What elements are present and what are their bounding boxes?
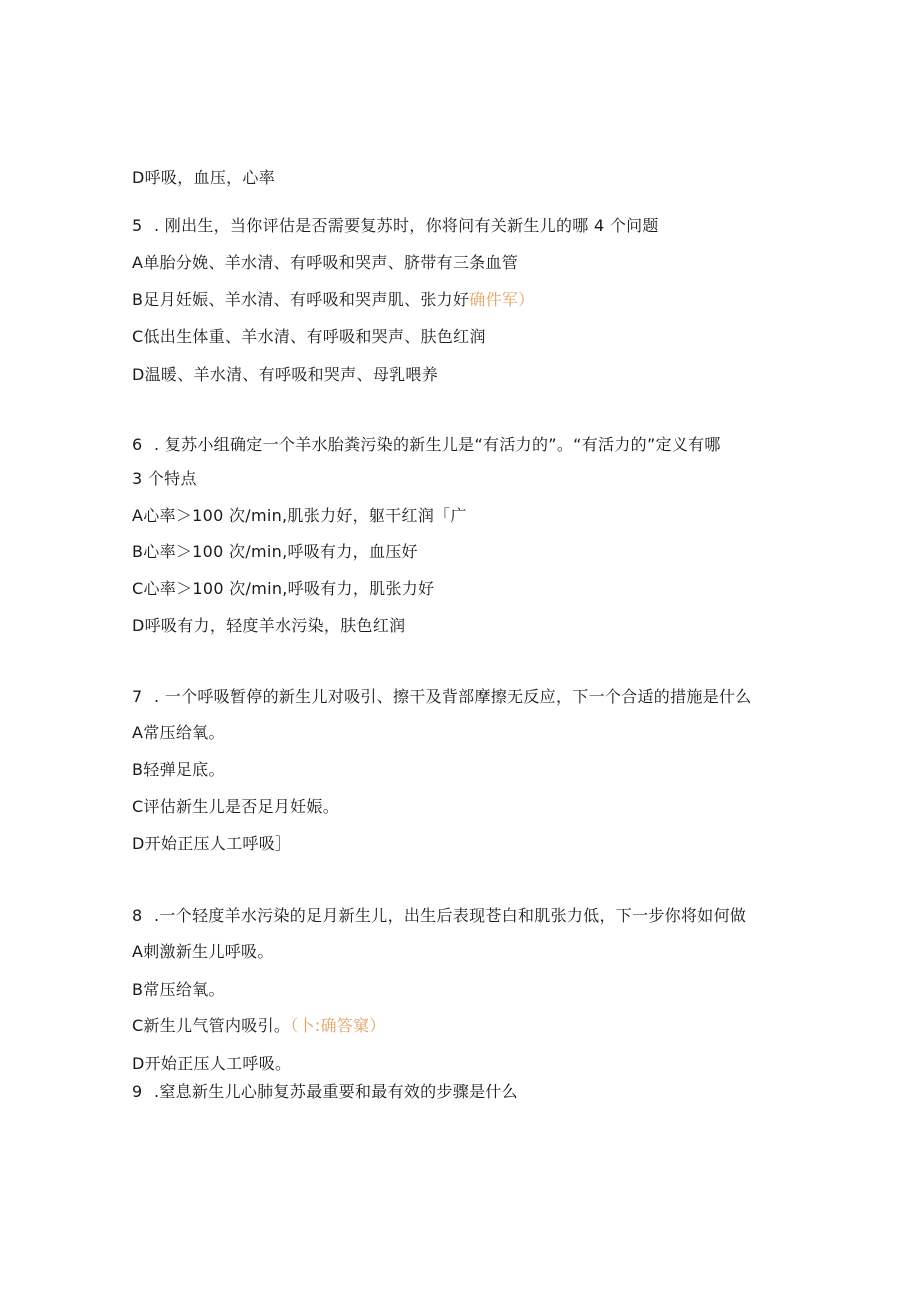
q4-option-d: D呼吸，血压，心率 (132, 168, 276, 187)
q8-option-c-text: C新生儿气管内吸引。 (132, 1016, 291, 1035)
q7-stem (132, 687, 752, 707)
q7-option-b: B轻弹足底。 (132, 760, 225, 779)
q7-number: 7 (132, 687, 143, 706)
q7-option-d: D开始正压人工呼吸］ (132, 834, 292, 853)
q5-option-c: C低出生体重、羊水清、有呼吸和哭声、肤色红润 (132, 327, 486, 346)
q9-stem (132, 1082, 518, 1102)
q5-option-b-text: B足月妊娠、羊水清、有呼吸和哭声肌、张力好 (132, 290, 470, 309)
q7-stem-text: . 一个呼吸暂停的新生儿对吸引、擦干及背部摩擦无反应，下一个合适的措施是什么 (154, 687, 752, 706)
q6-option-d: D呼吸有力，轻度羊水污染，肤色红润 (132, 616, 406, 635)
q7-option-c: C评估新生儿是否足月妊娠。 (132, 797, 340, 816)
q5-option-d: D温暖、羊水清、有呼吸和哭声、母乳喂养 (132, 365, 439, 384)
q6-option-a: A心率＞100 次∕min,肌张力好，躯干红润「广 (132, 506, 467, 525)
q5-number: 5 (132, 216, 143, 235)
q5-option-b (132, 290, 534, 310)
q6-stem-line2: 3 个特点 (132, 469, 197, 488)
q6-option-c: C心率＞100 次∕min,呼吸有力，肌张力好 (132, 579, 435, 598)
q8-option-c-annotation: （卜:确答窠） (290, 1016, 386, 1035)
q9-stem-text: .窒息新生儿心肺复苏最重要和最有效的步骤是什么 (154, 1082, 518, 1101)
q5-stem-text: . 刚出生，当你评估是否需要复苏时，你将问有关新生儿的哪 4 个问题 (154, 216, 659, 235)
q5-option-a: A单胎分娩、羊水清、有呼吸和哭声、脐带有三条血管 (132, 253, 519, 272)
q6-option-b: B心率＞100 次∕min,呼吸有力，血压好 (132, 542, 418, 561)
q8-option-a: A刺激新生儿呼吸。 (132, 942, 274, 961)
q5-option-b-annotation: 确件军） (469, 290, 535, 309)
q8-option-b: B常压给氧。 (132, 980, 225, 999)
q8-option-c (132, 1016, 386, 1036)
q8-number: 8 (132, 906, 143, 925)
q8-stem (132, 906, 746, 926)
q7-option-a: A常压给氧。 (132, 723, 225, 742)
q6-stem-text: . 复苏小组确定一个羊水胎粪污染的新生儿是“有活力的”。“有活力的”定义有哪 (154, 435, 721, 454)
q6-number: 6 (132, 435, 143, 454)
q8-stem-text: .一个轻度羊水污染的足月新生儿，出生后表现苍白和肌张力低，下一步你将如何做 (154, 906, 747, 925)
q6-stem (132, 435, 721, 455)
q5-stem (132, 216, 659, 236)
q9-number: 9 (132, 1082, 143, 1101)
q8-option-d: D开始正压人工呼吸。 (132, 1054, 292, 1073)
